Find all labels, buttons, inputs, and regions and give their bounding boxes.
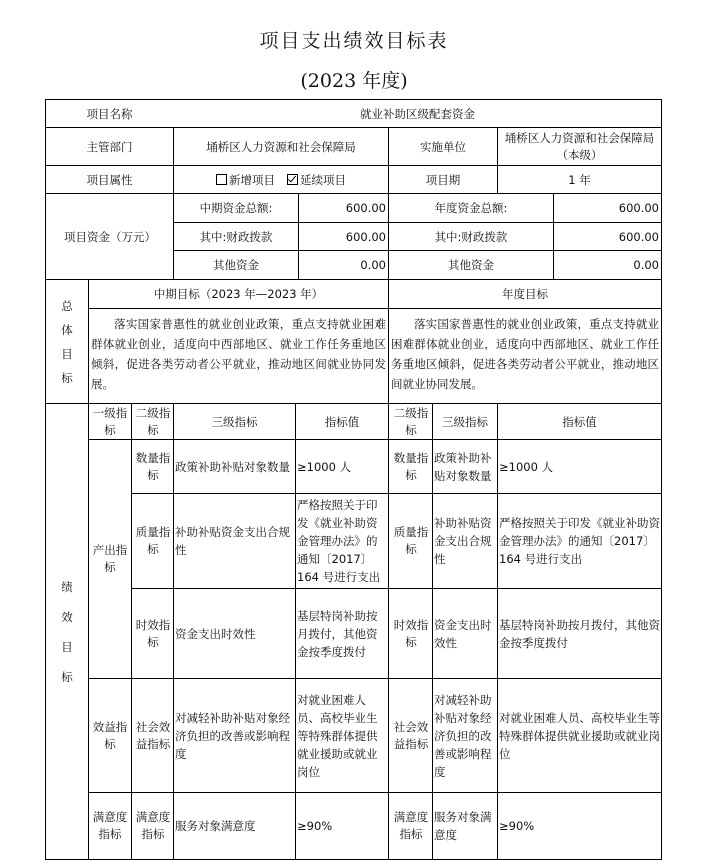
satisfaction-indicator-label: 满意度指标: [92, 810, 128, 841]
table-row-satisfaction-l3: 服务对象满意度: [175, 819, 256, 833]
project-name-label: 项目名称: [86, 106, 133, 121]
table-row-timeliness-l2: 时效指标: [135, 617, 171, 649]
year-fiscal-label: 其中:财政拨款: [434, 229, 508, 244]
header-level2: 二级指标: [135, 405, 171, 437]
header-value: 指标值: [324, 414, 360, 429]
period-value: 1 年: [568, 172, 591, 187]
table-row-social-value: 对就业困难人员、高校毕业生等特殊群体提供就业援助或就业岗位: [297, 692, 378, 779]
page-title: 项目支出绩效目标表: [259, 30, 449, 52]
year-goal-label: 年度目标: [502, 287, 548, 301]
period-label: 项目期: [425, 172, 461, 187]
header-level3-right: 三级指标: [442, 414, 488, 429]
table-row-quantity-l2-right: 数量指标: [393, 450, 429, 482]
table-row-satisfaction-value-right: ≥90%: [499, 819, 535, 833]
new-project-checkbox[interactable]: [216, 174, 227, 185]
table-row-quality-l3: 补助补贴资金支出合规性: [175, 525, 290, 557]
benefit-indicator-label: 效益指标: [92, 719, 128, 751]
header-level1: 一级指标: [92, 405, 128, 437]
dept-value: 埇桥区人力资源和社会保障局: [206, 139, 356, 154]
table-row-satisfaction-l3-right: 服务对象满意度: [434, 810, 492, 842]
page-subtitle: (2023 年度): [300, 70, 408, 92]
output-indicator-label: 产出指标: [92, 543, 128, 574]
table-row-quantity-value-right: ≥1000 人: [499, 459, 554, 474]
mid-total-value: 600.00: [345, 201, 386, 215]
table-row-satisfaction-value: ≥90%: [297, 819, 333, 833]
year-fiscal-value: 600.00: [618, 229, 659, 244]
header-value-right: 指标值: [562, 414, 597, 429]
table-row-social-l3: 对减轻补助补贴对象经济负担的改善或影响程度: [175, 710, 290, 761]
mid-total-label: 中期资金总额:: [199, 201, 273, 215]
table-row-social-l3-right: 对减轻补助补贴对象经济负担的改善或影响程度: [434, 692, 492, 779]
mid-fiscal-label: 其中:财政拨款: [199, 229, 273, 244]
new-project-label: 新增项目: [229, 172, 275, 187]
table-row-quality-l3-right: 补助补贴资金支出合规性: [434, 516, 492, 566]
perf-goal-label: 绩效目标: [61, 579, 73, 684]
dept-label: 主管部门: [86, 139, 133, 154]
mid-other-value: 0.00: [360, 258, 386, 272]
table-row-timeliness-value-right: 基层特岗补助按月拨付，其他资金按季度拨付: [499, 617, 660, 650]
year-goal-text: 落实国家普惠性的就业创业政策，重点支持就业困难群体就业创业，适度向中西部地区、就业工作任务重地区倾斜，促进各类劳动者公平就业，推动地区间就业协同发展。: [391, 317, 659, 391]
year-total-label: 年度资金总额:: [434, 201, 508, 215]
project-name-value: 就业补助区级配套资金: [360, 106, 475, 121]
impl-value: 埇桥区人力资源和社会保障局（本级）: [504, 130, 655, 162]
mid-other-label: 其他资金: [213, 258, 259, 272]
impl-label: 实施单位: [420, 139, 466, 154]
table-row-satisfaction-l2-right: 满意度指标: [393, 810, 429, 841]
year-other-value: 0.00: [633, 258, 659, 272]
mid-goal-text: 落实国家普惠性的就业创业政策，重点支持就业困难群体就业创业，适度向中西部地区、就业工作任务重地区倾斜，促进各类劳动者公平就业，推动地区间就业协同发展。: [91, 317, 386, 391]
table-row-quantity-value: ≥1000 人: [297, 459, 352, 474]
attr-options: [174, 166, 388, 193]
table-row-timeliness-l2-right: 时效指标: [393, 617, 429, 649]
table-row-timeliness-l3: 资金支出时效性: [175, 626, 256, 641]
table-row-social-l2: 社会效益指标: [135, 719, 171, 751]
continued-project-label: 延续项目: [300, 172, 346, 187]
table-row-quality-l2: 质量指标: [135, 525, 171, 556]
overall-goal-label: 总体目标: [61, 298, 73, 385]
table-row-quantity-l2: 数量指标: [135, 450, 171, 482]
table-row-quantity-l3: 政策补助补贴对象数量: [175, 459, 290, 474]
table-row-timeliness-value: 基层特岗补助按月拨付，其他资金按季度拨付: [297, 608, 378, 659]
mid-fiscal-value: 600.00: [345, 229, 386, 244]
year-total-value: 600.00: [618, 201, 659, 215]
header-level2-right: 二级指标: [393, 405, 429, 437]
table-row-timeliness-l3-right: 资金支出时效性: [434, 617, 492, 650]
table-row-social-value-right: 对就业困难人员、高校毕业生等特殊群体提供就业援助或就业岗位: [499, 710, 660, 761]
header-level3: 三级指标: [211, 414, 258, 429]
attr-label: 项目属性: [86, 172, 133, 187]
table-row-quality-value: 严格按照关于印发《就业补助资金管理办法》的通知〔2017〕164 号进行支出: [297, 498, 381, 584]
continued-project-checkbox[interactable]: [287, 174, 298, 185]
table-row-quantity-l3-right: 政策补助补贴对象数量: [434, 450, 492, 483]
table-row-quality-value-right: 严格按照关于印发《就业补助资金管理办法》的通知〔2017〕164 号进行支出: [499, 516, 660, 566]
table-row-satisfaction-l2: 满意度指标: [135, 810, 171, 841]
funds-label: 项目资金（万元）: [64, 229, 156, 244]
mid-goal-label: 中期目标（2023 年—2023 年）: [153, 287, 324, 301]
table-row-quality-l2-right: 质量指标: [393, 525, 429, 556]
year-other-label: 其他资金: [448, 258, 494, 272]
table-row-social-l2-right: 社会效益指标: [393, 719, 429, 751]
